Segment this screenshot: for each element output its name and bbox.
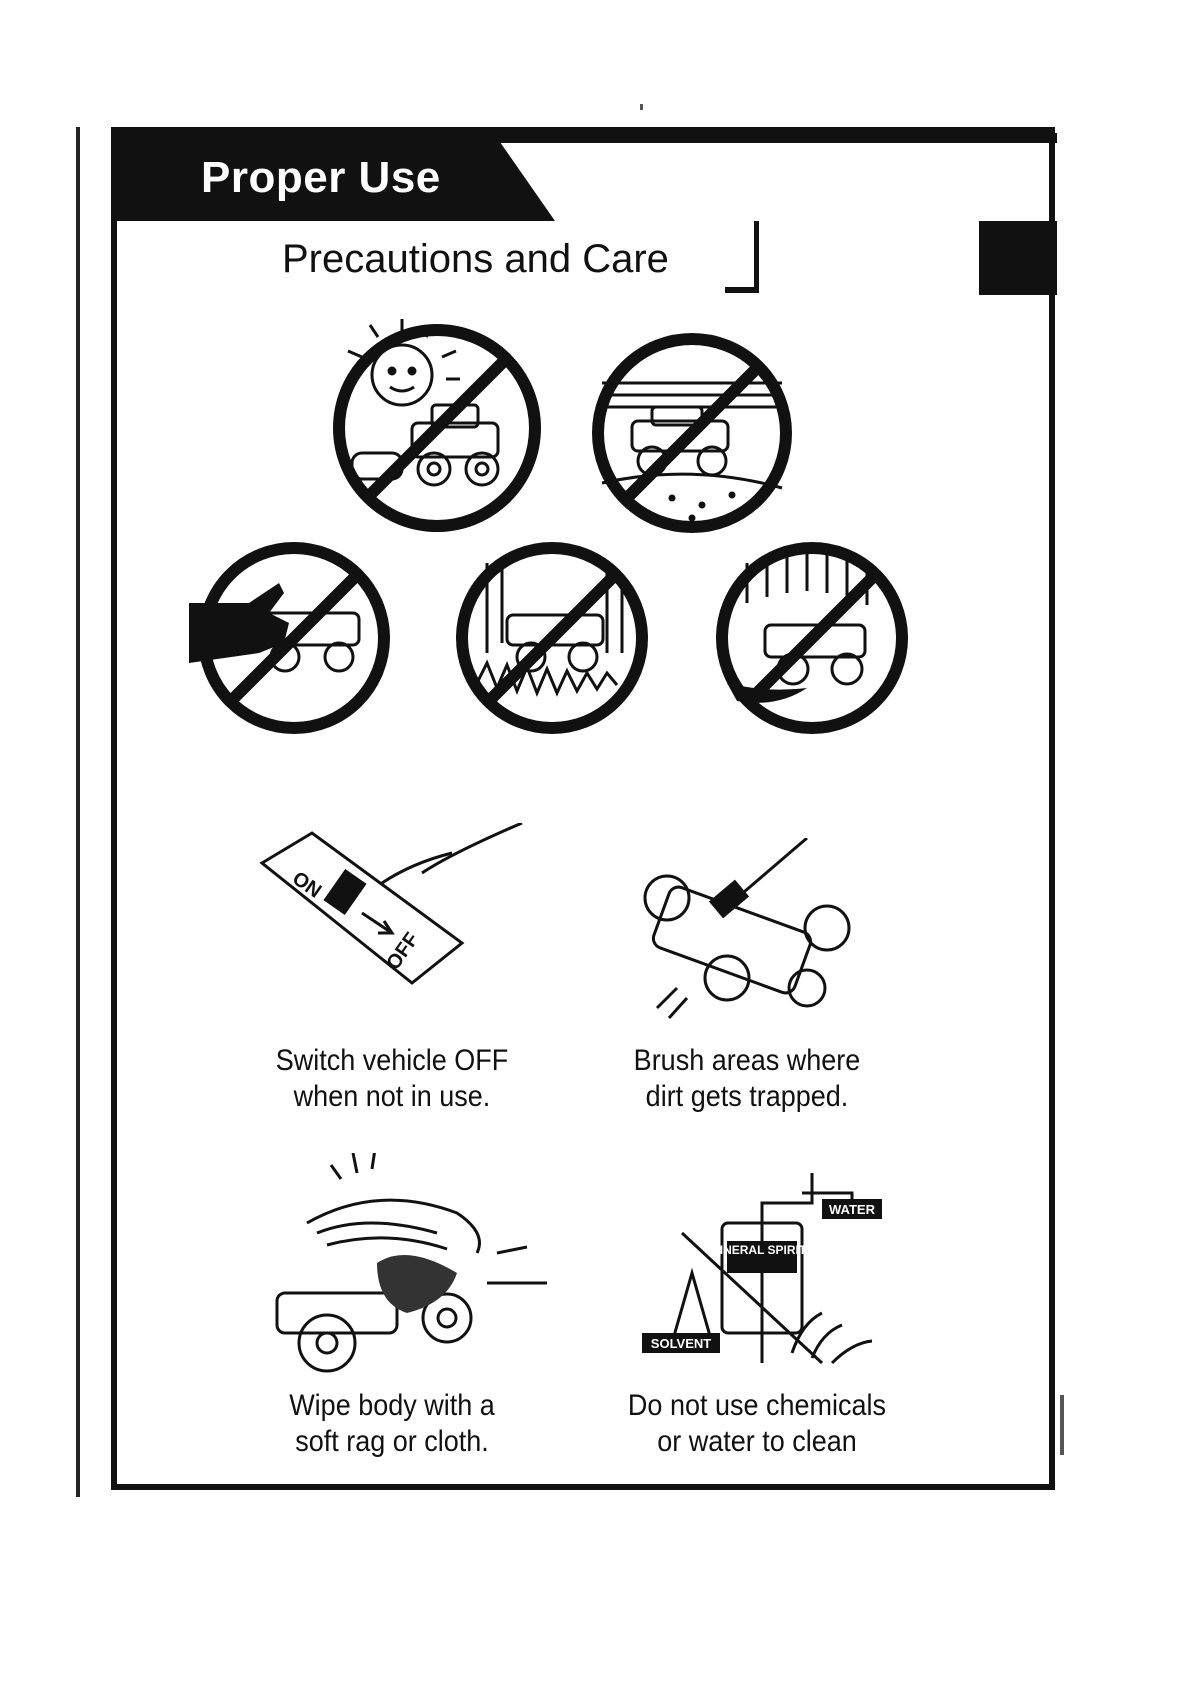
no-rain-water-icon [707,533,917,743]
no-sand-beach-icon [582,323,802,543]
switch-on-label: ON [288,867,326,903]
left-margin-rule [76,127,80,1497]
no-hand-grab-icon [189,533,399,743]
corner-mark [725,221,759,293]
side-tab [979,221,1057,295]
care-caption-brush: Brush areas where dirt gets trapped. [633,1044,861,1113]
brush-vehicle-icon [617,838,877,1028]
wipe-hand-icon [257,1153,557,1393]
mineral-spirits-label: MINERAL SPIRITS [709,1243,815,1257]
care-caption-wipe: Wipe body with a soft rag or cloth. [289,1389,495,1458]
care-caption-chemicals: Do not use chemicals or water to clean [627,1389,887,1458]
scan-mark [1060,1395,1064,1455]
care-caption-switch: Switch vehicle OFF when not in use. [275,1044,509,1113]
solvent-label: SOLVENT [650,1336,712,1351]
page-subtitle: Precautions and Care [282,237,669,281]
no-chemicals-icon [622,1163,892,1373]
scan-speck [640,104,643,110]
instruction-page [111,127,1055,1490]
water-label: WATER [829,1202,875,1217]
page-title: Proper Use [201,153,441,202]
no-tall-grass-icon [447,533,657,743]
on-off-switch-icon [252,823,532,1023]
switch-off-label: OFF [382,928,424,975]
no-sun-heat-icon [322,313,552,543]
